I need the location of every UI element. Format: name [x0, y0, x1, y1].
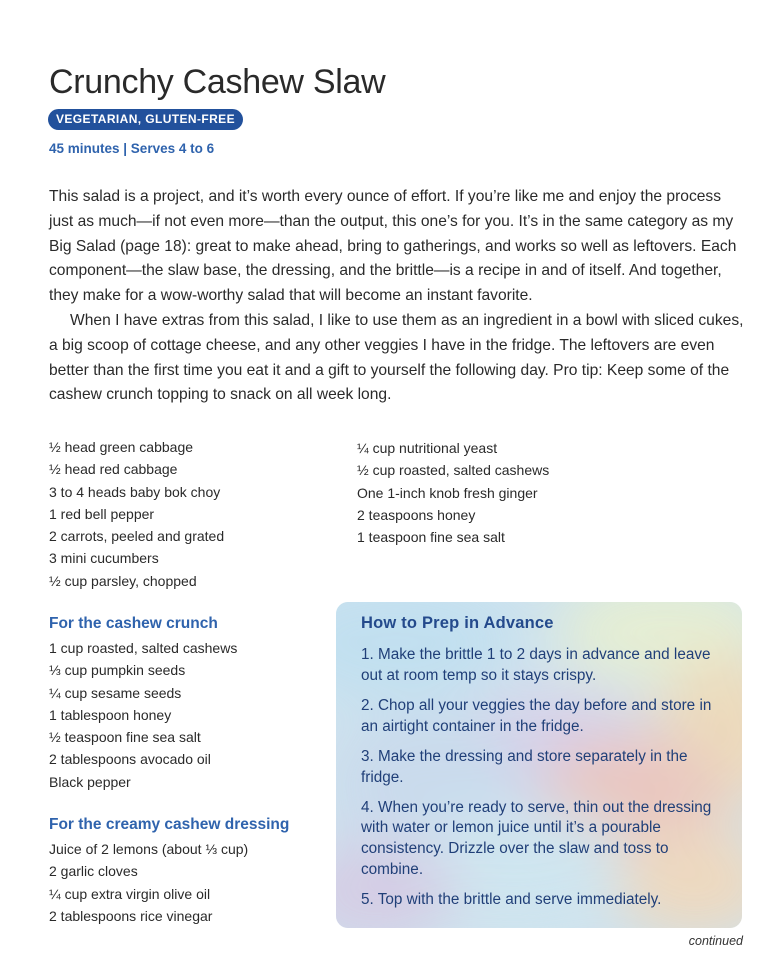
prep-in-advance-content: [361, 612, 727, 920]
prep-in-advance-title: How to Prep in Advance: [361, 614, 554, 632]
dressing-continued-list: [357, 437, 549, 548]
crunch-heading: For the cashew crunch: [49, 615, 218, 632]
ingredient-item: ½ teaspoon fine sea salt: [49, 729, 201, 746]
ingredient-item: 3 to 4 heads baby bok choy: [49, 483, 221, 500]
prep-step: 5. Top with the brittle and serve immediately.: [361, 891, 662, 909]
ingredient-item: Juice of 2 lemons (about ⅓ cup): [49, 841, 249, 857]
ingredient-item: ½ cup parsley, chopped: [49, 572, 197, 589]
ingredient-item: 3 mini cucumbers: [49, 550, 159, 567]
ingredient-item: 1 tablespoon honey: [49, 706, 172, 723]
ingredient-item: 1 cup roasted, salted cashews: [49, 640, 238, 656]
ingredient-item: 2 carrots, peeled and grated: [49, 528, 225, 545]
prep-step: 3. Make the dressing and store separately in the fridge.: [361, 747, 688, 786]
diet-tag-badge: VEGETARIAN, GLUTEN-FREE: [48, 109, 243, 130]
ingredient-item: ½ head red cabbage: [49, 461, 178, 478]
crunch-ingredient-list: [49, 637, 237, 793]
ingredient-item: ½ head green cabbage: [49, 439, 194, 455]
ingredient-item: ½ cup roasted, salted cashews: [357, 462, 550, 479]
intro-paragraph-1: This salad is a project, and it’s worth every ounce of effort. If you’re like me and enjoy the process just as much—if not even more—than the output, this one’s for you. It’s in the same category as my Big Salad (page 18): great to make ahead, bring to gatherings, and works so well as leftovers. Each component—the slaw base, the dressing, and the brittle—is a recipe in and of itself. And together, they make for a wow-worthy salad that will become an instant favorite.: [49, 188, 737, 305]
continued-note: continued: [688, 934, 743, 948]
recipe-title: Crunchy Cashew Slaw: [49, 63, 386, 101]
time-servings: 45 minutes | Serves 4 to 6: [49, 141, 215, 156]
ingredient-item: 1 red bell pepper: [49, 505, 155, 522]
ingredient-item: ¼ cup sesame seeds: [49, 684, 182, 701]
ingredient-item: 1 teaspoon fine sea salt: [357, 529, 505, 546]
ingredient-item: One 1-inch knob fresh ginger: [357, 484, 538, 501]
ingredient-item: 2 teaspoons honey: [357, 506, 476, 523]
ingredient-item: 2 tablespoons avocado oil: [49, 751, 211, 768]
prep-step: 1. Make the brittle 1 to 2 days in advance and leave out at room temp so it stays crispy.: [361, 646, 711, 684]
ingredient-item: ¼ cup nutritional yeast: [357, 440, 498, 456]
prep-step: 4. When you’re ready to serve, thin out the dressing with water or lemon juice until it’s a pourable consistency. Drizzle over the slaw and toss to combine.: [361, 798, 712, 878]
intro-paragraph-2: When I have extras from this salad, I like to use them as an ingredient in a bowl with sliced cukes, a big scoop of cottage cheese, and any other veggies I have in the fridge. The leftovers are even better than the first time you eat it and a gift to yourself the following day. Pro tip: Keep some of the cashew crunch topping to snack on all week long.: [49, 311, 744, 404]
intro-text: [49, 185, 749, 408]
ingredient-item: ⅓ cup pumpkin seeds: [49, 662, 186, 679]
prep-in-advance-box: [336, 602, 742, 928]
ingredient-item: ¼ cup extra virgin olive oil: [49, 885, 211, 902]
ingredient-item: 2 tablespoons rice vinegar: [49, 907, 213, 924]
prep-steps-list: [361, 645, 727, 911]
ingredient-item: 2 garlic cloves: [49, 863, 138, 880]
slaw-ingredient-list: [49, 436, 224, 592]
prep-step: 2. Chop all your veggies the day before and store in an airtight container in the fridge.: [361, 696, 712, 735]
ingredient-item: Black pepper: [49, 773, 131, 790]
dressing-ingredient-list: [49, 838, 248, 927]
dressing-heading: For the creamy cashew dressing: [49, 816, 290, 833]
